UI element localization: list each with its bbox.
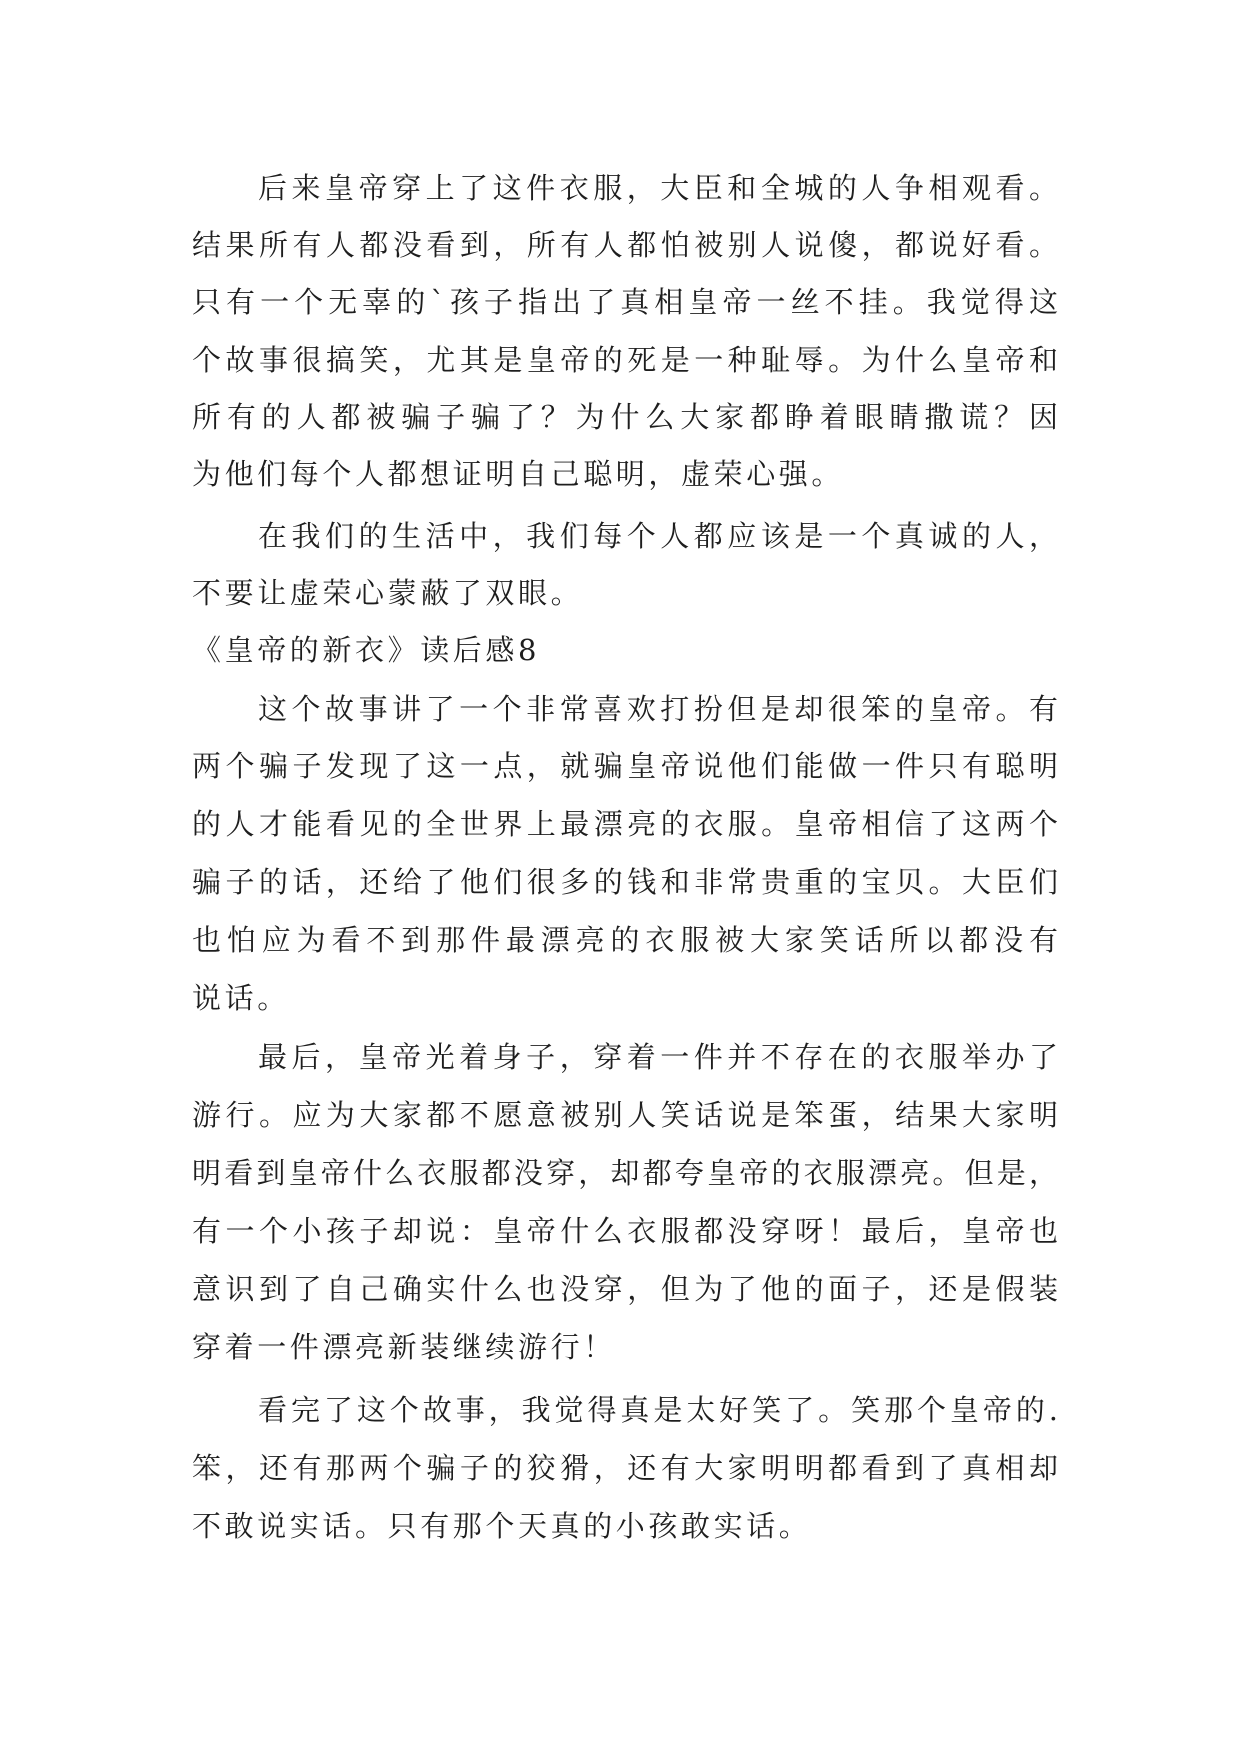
text-line: 也怕应为看不到那件最漂亮的衣服被大家笑话所以都没有 [192,923,1058,957]
text-line: 个故事很搞笑，尤其是皇帝的死是一种耻辱。为什么皇帝和 [192,343,1058,377]
text-line: 说话。 [192,981,290,1015]
text-line: 明看到皇帝什么衣服都没穿，却都夸皇帝的衣服漂亮。但是， [192,1156,1058,1190]
text-line: 笨，还有那两个骗子的狡猾，还有大家明明都看到了真相却 [192,1451,1058,1485]
text-line: 骗子的话，还给了他们很多的钱和非常贵重的宝贝。大臣们 [192,865,1058,899]
text-line: 有一个小孩子却说：皇帝什么衣服都没穿呀！最后，皇帝也 [192,1214,1058,1248]
text-line: 意识到了自己确实什么也没穿，但为了他的面子，还是假装 [192,1272,1058,1306]
text-line: 穿着一件漂亮新装继续游行！ [192,1330,616,1364]
text-line: 不要让虚荣心蒙蔽了双眼。 [192,576,584,610]
text-line: 结果所有人都没看到，所有人都怕被别人说傻，都说好看。 [192,228,1058,262]
text-line: 游行。应为大家都不愿意被别人笑话说是笨蛋，结果大家明 [192,1098,1058,1132]
text-line: 为他们每个人都想证明自己聪明，虚荣心强。 [192,457,845,491]
text-line: 在我们的生活中，我们每个人都应该是一个真诚的人， [258,519,1058,553]
text-line: 最后，皇帝光着身子，穿着一件并不存在的衣服举办了 [258,1040,1058,1074]
text-line: 后来皇帝穿上了这件衣服，大臣和全城的人争相观看。 [258,171,1058,205]
text-line: 的人才能看见的全世界上最漂亮的衣服。皇帝相信了这两个 [192,807,1058,841]
essay-title: 《皇帝的新衣》读后感8 [192,633,541,667]
text-line: 这个故事讲了一个非常喜欢打扮但是却很笨的皇帝。有 [258,692,1058,726]
text-line: 不敢说实话。只有那个天真的小孩敢实话。 [192,1509,812,1543]
text-line: 看完了这个故事，我觉得真是太好笑了。笑那个皇帝的. [258,1393,1058,1427]
text-line: 两个骗子发现了这一点，就骗皇帝说他们能做一件只有聪明 [192,749,1058,783]
text-line: 所有的人都被骗子骗了？为什么大家都睁着眼睛撒谎？因 [192,400,1058,434]
text-line: 只有一个无辜的`孩子指出了真相皇帝一丝不挂。我觉得这 [192,285,1058,319]
